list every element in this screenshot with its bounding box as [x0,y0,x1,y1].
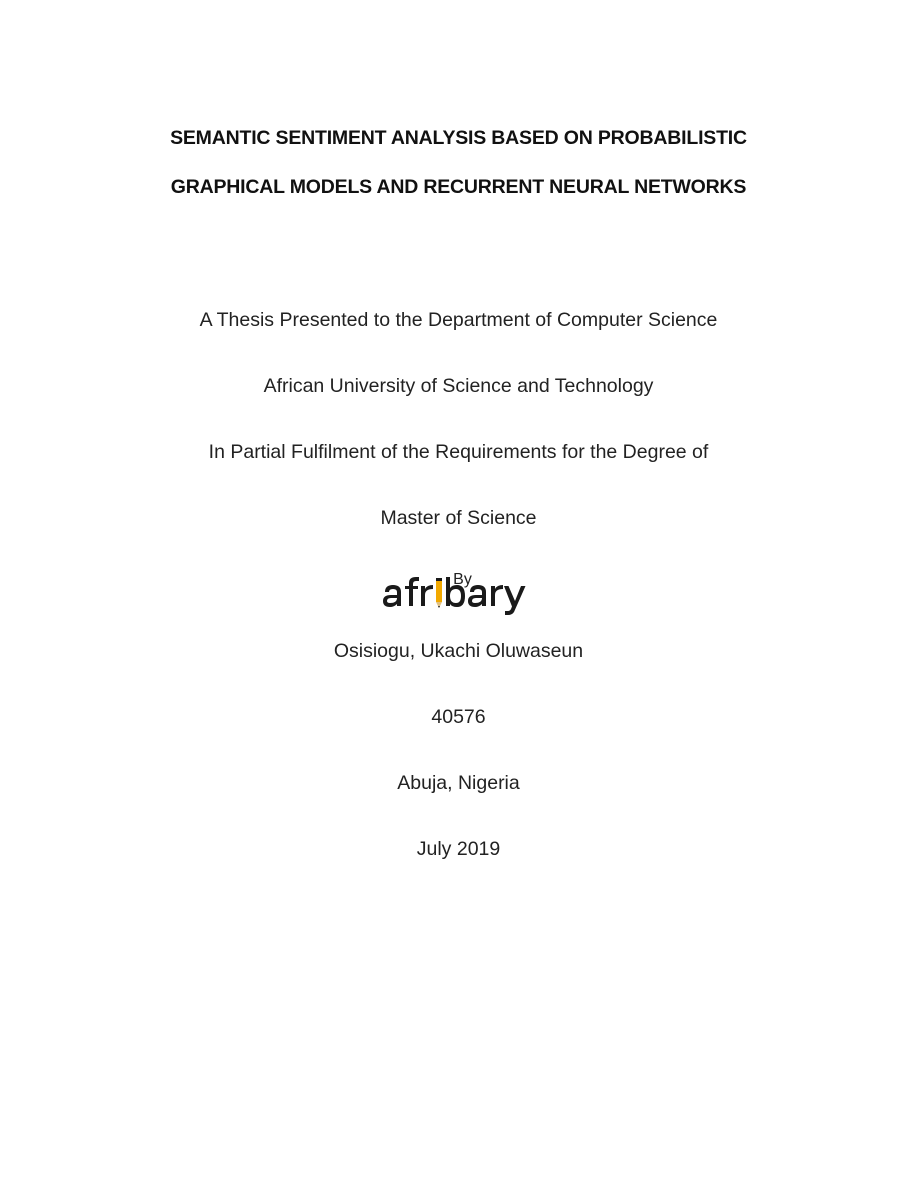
degree-name: Master of Science [380,507,537,529]
afribary-watermark-logo [381,570,537,616]
thesis-title-line-2: GRAPHICAL MODELS AND RECURRENT NEURAL NETWORKS [170,176,747,198]
submission-date: July 2019 [416,838,501,860]
thesis-title-line-1: SEMANTIC SENTIMENT ANALYSIS BASED ON PROBABILISTIC [170,127,747,149]
presentation-university: African University of Science and Technology [263,375,654,397]
presentation-department: A Thesis Presented to the Department of Computer Science [199,309,718,331]
presentation-requirements: In Partial Fulfilment of the Requirements for the Degree of [208,441,709,463]
location: Abuja, Nigeria [397,772,520,794]
author-name: Osisiogu, Ukachi Oluwaseun [333,640,584,662]
by-label: By [453,571,472,588]
student-id: 40576 [431,706,486,728]
